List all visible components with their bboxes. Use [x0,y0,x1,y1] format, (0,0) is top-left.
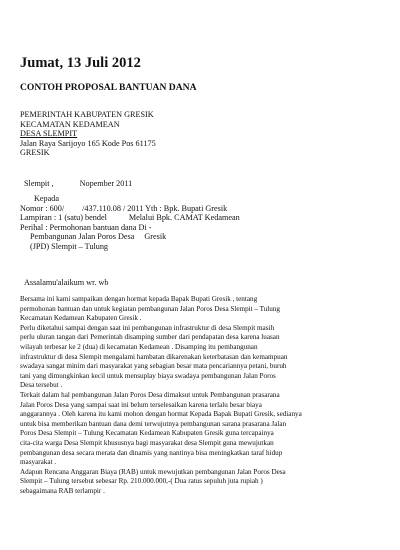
body-line: tani yang dimungkinkan kecil untuk mensuplay biaya swadaya pembangunan Jalan Poros [20,371,276,380]
body-line: swadaya sangat minim dari masyarakat yang sebagian besar mata pencariannya petani, buruh [20,362,287,371]
body-line: Perlu diketahui sampai dengan saat ini pembangunan infrastruktur di desa Slempit masih [20,323,275,332]
nomor-line [20,204,240,214]
perihal-line-2 [20,232,240,242]
document-title: CONTOH PROPOSAL BANTUAN DANA [20,82,197,93]
body-line: anggarannya . Oleh karena itu kami mohon dengan hormat Kepada Bapak Bupati Gresik, sedianya [20,410,302,419]
body-line: cita-cita warga Desa Slempit khususnya bagi masyarakat desa Slempit guna mewujutkan [20,438,274,447]
body-line: untuk bisa memberikan bantuan dana demi terwujutnya pembangunan sarana prasarana Jalan [20,419,287,428]
date-heading: Jumat, 13 Juli 2012 [20,55,141,71]
perihal-line: Perihal : Permohonan bantuan dana Di - [20,222,152,232]
body-line: masyarakat . [20,458,57,467]
place-date [24,179,132,189]
body-line: Desa tersebut . [20,381,63,390]
perihal-line-3: (JPD) Slempit – Tulung [30,241,109,251]
sender-line: PEMERINTAH KABUPATEN GRESIK [20,110,154,119]
letter-date-text: Nopember 2011 [79,179,133,188]
body-line: Slempit – Tulung tersebut sebesar Rp. 210.000.000,-( Dua ratus sepuluh juta rupiah ) [20,477,263,486]
sender-address [20,110,156,158]
body-line: Jalan Poros Desa yang sampai saat ini belum terselesaikan karena terlalu besar biaya [20,400,262,409]
perihal-2-right: Gresik [144,232,167,242]
body-line: wilayah terbesar ke 2 (dua) di kecamatan Kedamean . Disamping itu pembangunan [20,342,258,351]
letter-info [20,194,240,252]
sender-line: Jalan Raya Sarijoyo 165 Kode Pos 61175 [20,138,156,148]
sender-line: KECAMATAN KEDAMEAN [20,119,120,129]
body-line: Bersama ini kami sampaikan dengan hormat kepada Bapak Bupati Gresik , tentang [20,295,258,303]
body-line: pembangunan desa secara merata dan dinamis yang nantinya bisa meningkatkan taraf hidup [20,448,283,457]
body-line: Poros Desa Slempit – Tulung Kecamatan Kedamean Kabupaten Gresik guna tercapainya [20,429,274,438]
body-line: sebagaimana RAB terlampir . [20,486,105,495]
body-line: perlu uluran tangan dari Pemerintah disamping sumber dari pendapatan desa karena luasan [20,333,280,342]
letter-body [20,295,302,496]
lampiran-left: Lampiran : 1 (satu) bendel [20,213,107,223]
perihal-2-left: Pembangunan Jalan Poros Desa [30,232,135,242]
body-line: Kecamatan Kedamean Kabupaten Gresik . [20,314,142,323]
lampiran-line [20,213,240,223]
body-line: permohonan bantuan dan untuk kegiatan pembangunan Jalan Poros Desa Slempit – Tulung [20,304,280,313]
recipient-label: Kepada [34,194,60,203]
body-line: Adapun Rencana Anggaran Biaya (RAB) untuk mewujutkan pembangunan Jalan Poros Desa [20,467,286,476]
sender-line: GRESIK [20,148,50,158]
body-line: Terkait dalam hal pembangunan Jalan Poros Desa dimaksut untuk Pembangunan prasarana [20,390,280,399]
lampiran-right: Melalui Bpk. CAMAT Kedamean [128,213,240,223]
nomor-left: Nomor : 600/ [20,203,65,213]
sender-line: DESA SLEMPIT [20,129,78,139]
place-text: Slempit , [24,179,54,188]
salutation: Assalamu'alaikum wr. wb [24,278,109,287]
nomor-right: /437.110.08 / 2011 Yth : Bpk. Bupati Gresik [82,203,228,213]
body-line: infrastruktur di desa Slempit mengalami hambatan dikarenakan keterbatasan dan kemampuan [20,352,288,361]
